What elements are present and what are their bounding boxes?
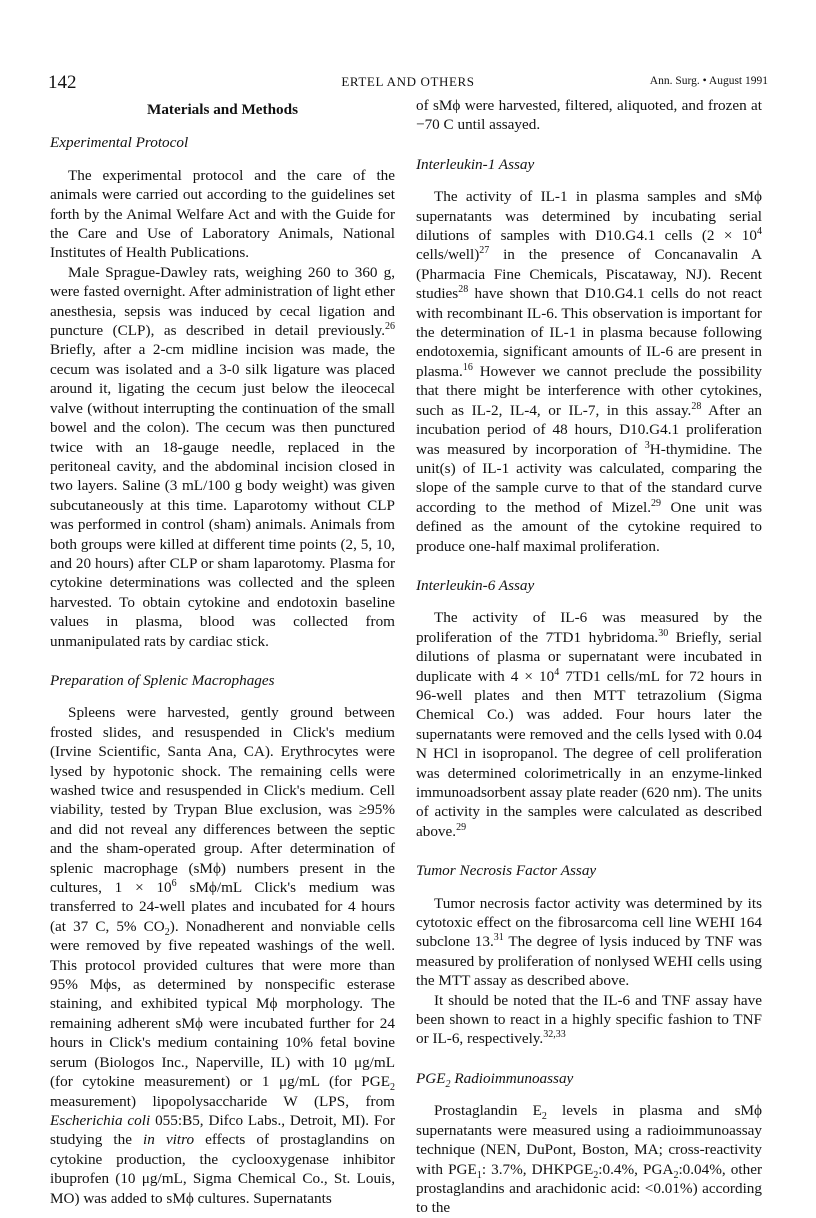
subheading-il6-assay: Interleukin-6 Assay — [416, 576, 535, 594]
subheading-pge2-radioimmunoassay: $PGE_2$ Radioimmunoassay — [416, 1069, 574, 1090]
paragraph-macrophages: Spleens were harvested, gently ground between frosted slides, and resuspended in Click's medium (Irvine Scientific, Santa Ana, CA). Erythrocytes were lysed by hypotonic shock. The remaining cells were washed twice and resuspended in Click's medium. Cell viability, tested by Trypan Blue exclusion, was ≥95% and did not reveal any differences between the septic and the sham-operated group. After determination of splenic macrophage (sMϕ) numbers present in the cultures, $1 \times 10^6$ sMϕ/mL Click's medium was transferred to 24-well plates and incubated for 4 hours (at 37 C, 5% $CO_2$). Nonadherent and nonviable cells were removed by five repeated washings of the well. This protocol provided cultures that were more than 95% Mϕs, as determined by nonspecific esterase staining, and exhibited typical Mϕ morphology. The remaining adherent sMϕ were incubated further for 24 hours in Click's medium containing 10% fetal bovine serum (Biologos Inc., Naperville, IL) with 10 μg/mL (for cytokine measurement) or 1 μg/mL (for $PGE_2$ measurement) lipopolysaccharide W (LPS, from Escherichia coli 055:B5, Difco Labs., Detroit, MI). For studying the in vitro effects of prostaglandins on cytokine production, the cyclooxygenase inhibitor ibuprofen (10 μg/mL, Sigma Chemical Co., St. Louis, MO) was added to sMϕ cultures. Supernatants — [50, 704, 395, 1207]
paragraph-pge2: Prostaglandin $E_2$ levels in plasma and sMϕ supernatants were measured using a radioimmunoassay technique (NEN, DuPont, Boston, MA; cross-reactivity with $PGE_1$: 3.7%, $DHKPGE_2:0.4\%$, $PGA_2:0.04\%$, other prostaglandins and arachidonic acid: <0.01%) according to the — [416, 1102, 762, 1217]
journal-citation: Ann. Surg. • August 1991 — [649, 75, 768, 87]
paragraph-il6: The activity of IL-6 was measured by the proliferation of the 7TD1 hybridoma.$^{30}$ Briefly, serial dilutions of plasma or supernatant were incubated in duplicate with $4 \times 10^4$ 7TD1 cells/mL for 72 hours in 96-well plates and then MTT tetrazolium (Sigma Chemical Co.) was added. Four hours later the supernatants were removed and the cells lysed with 0.04 N HCl in isopropanol. The degree of cell proliferation was determined colorimetrically in an enzyme-linked immunoadsorbent assay plate reader (620 nm). The units of activity in the samples were calculated as described above.$^{29}$ — [416, 609, 762, 840]
subheading-il1-assay: Interleukin-1 Assay — [416, 155, 535, 173]
paragraph-tnf: Tumor necrosis factor activity was determined by its cytotoxic effect on the fibrosarcoma cell line WEHI 164 subclone 13.31 The degree of lysis induced by TNF was measured by proliferation of nonlysed WEHI cells using the MTT assay as described above. — [416, 894, 762, 990]
subheading-splenic-macrophages: Preparation of Splenic Macrophages — [50, 671, 275, 689]
paragraph-specificity: It should be noted that the IL-6 and TNF assay have been shown to react in a highly specific fashion to TNF or IL-6, respectively.$^{32,33}$ — [416, 991, 762, 1048]
paragraph-protocol: The experimental protocol and the care of the animals were carried out according to the guidelines set forth by the Animal Welfare Act and with the Guide for the Care and Use of Laboratory Animals, National Institutes of Health Publications. — [50, 166, 395, 262]
paragraph-il1: The activity of IL-1 in plasma samples and sMϕ supernatants was determined by incubating serial dilutions of samples with D10.G4.1 cells ($2 \times 10^4$ cells/well)$^{27}$ in the presence of Concanavalin A (Pharmacia Fine Chemicals, Piscataway, NJ). Recent studies$^{28}$ have shown that D10.G4.1 cells do not react with recombinant IL-6. This observation is important for the determination of IL-1 in plasma because following endotoxemia, significant amounts of IL-6 are present in plasma.$^{16}$ However we cannot preclude the possibility that there might be interference with other cytokines, such as IL-2, IL-4, or IL-7, in this assay.$^{28}$ After an incubation period of 48 hours, D10.G4.1 proliferation was measured by incorporation of $^3$H-thymidine. The unit(s) of IL-1 activity was calculated, comparing the slope of the sample curve to that of the standard curve according to the method of Mizel.$^{29}$ One unit was defined as the amount of the cytokine required to produce one-half maximal proliferation. — [416, 188, 763, 555]
page-header — [48, 72, 768, 96]
page-number: 142 — [48, 72, 77, 93]
running-head: ERTEL AND OTHERS — [341, 74, 475, 89]
left-column — [50, 96, 395, 1208]
paragraph-continued: of sMϕ were harvested, filtered, aliquoted, and frozen at −70 C until assayed. — [416, 97, 762, 134]
subheading-experimental-protocol: Experimental Protocol — [50, 134, 189, 152]
subheading-tnf-assay: Tumor Necrosis Factor Assay — [416, 862, 597, 880]
paragraph-clp: Male Sprague-Dawley rats, weighing 260 to 360 g, were fasted overnight. After administration of light ether anesthesia, sepsis was induced by cecal ligation and puncture (CLP), as described in detail previously.$^{26}$ Briefly, after a 2-cm midline incision was made, the cecum was isolated and a 3-0 silk ligature was placed around it, ligating the cecum just below the ileocecal valve (without interrupting the continuation of the small bowel and the colon). The cecum was then punctured twice with an 18-gauge needle, replaced in the peritoneal cavity, and the abdominal incision closed in two layers. Saline (3 mL/100 g body weight) was given subcutaneously at this time. Laparotomy without CLP was performed in control (sham) animals. Animals from both groups were killed at different time points (2, 5, 10, and 20 hours) after CLP or sham laparotomy. Plasma for cytokine determinations was collected and the spleen harvested. To obtain cytokine and endotoxin baseline values in plasma, blood was collected from unmanipulated rats by cardiac stick. — [50, 263, 395, 650]
right-column — [416, 96, 762, 1218]
section-title: Materials and Methods — [146, 101, 299, 118]
